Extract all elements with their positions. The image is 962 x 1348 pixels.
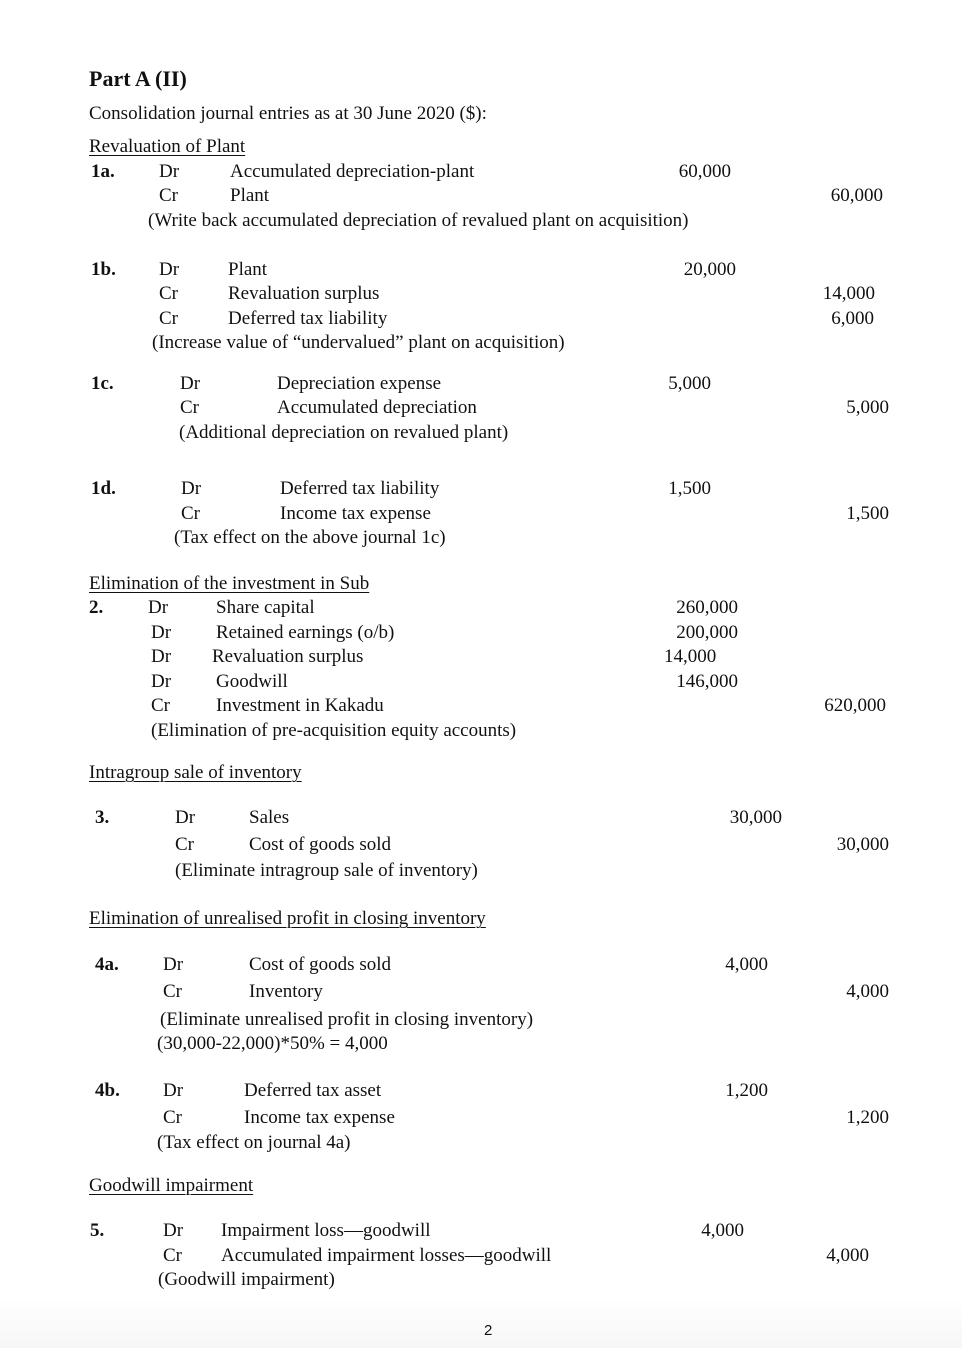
narration: (Elimination of pre-acquisition equity accounts) <box>151 720 517 741</box>
debit-amount: 200,000 <box>676 622 738 643</box>
cr-label: Cr <box>180 397 199 418</box>
entry-number: 1b. <box>91 259 116 280</box>
dr-label: Dr <box>151 646 172 667</box>
cr-label: Cr <box>163 1107 182 1128</box>
account-name: Impairment loss—goodwill <box>221 1220 431 1241</box>
credit-amount: 4,000 <box>846 981 889 1002</box>
cr-label: Cr <box>163 981 182 1002</box>
credit-amount: 14,000 <box>822 283 875 304</box>
entry-number: 5. <box>90 1220 105 1241</box>
account-name: Sales <box>249 807 290 828</box>
credit-amount: 5,000 <box>846 397 889 418</box>
account-name: Deferred tax liability <box>228 308 388 329</box>
page-footer-shade <box>0 1298 962 1348</box>
account-name: Investment in Kakadu <box>216 695 384 716</box>
account-name: Share capital <box>216 597 315 618</box>
narration: (Additional depreciation on revalued plant) <box>179 422 509 443</box>
section-heading-revaluation: Revaluation of Plant <box>89 136 246 157</box>
section-heading-intragroup-sale: Intragroup sale of inventory <box>89 762 302 783</box>
calculation: (30,000-22,000)*50% = 4,000 <box>157 1033 388 1054</box>
account-name: Accumulated depreciation-plant <box>230 161 475 182</box>
credit-amount: 60,000 <box>830 185 883 206</box>
debit-amount: 260,000 <box>676 597 738 618</box>
dr-label: Dr <box>175 807 196 828</box>
debit-amount: 14,000 <box>664 646 717 667</box>
account-name: Accumulated depreciation <box>277 397 477 418</box>
narration: (Tax effect on journal 4a) <box>157 1132 351 1153</box>
cr-label: Cr <box>159 185 178 206</box>
account-name: Accumulated impairment losses—goodwill <box>221 1245 552 1266</box>
entry-number: 4a. <box>95 954 119 975</box>
dr-label: Dr <box>163 1220 184 1241</box>
credit-amount: 1,200 <box>846 1107 889 1128</box>
cr-label: Cr <box>159 283 178 304</box>
account-name: Depreciation expense <box>277 373 442 394</box>
account-name: Revaluation surplus <box>228 283 380 304</box>
section-heading-goodwill-impairment: Goodwill impairment <box>89 1175 254 1196</box>
dr-label: Dr <box>180 373 201 394</box>
account-name: Deferred tax liability <box>280 478 440 499</box>
page-title: Part A (II) <box>89 66 187 91</box>
section-heading-unrealised-profit: Elimination of unrealised profit in closing inventory <box>89 908 486 929</box>
account-name: Goodwill <box>216 671 288 692</box>
dr-label: Dr <box>159 161 180 182</box>
debit-amount: 20,000 <box>683 259 736 280</box>
dr-label: Dr <box>163 954 184 975</box>
account-name: Cost of goods sold <box>249 954 391 975</box>
narration: (Eliminate unrealised profit in closing inventory) <box>160 1009 534 1030</box>
entry-number: 4b. <box>95 1080 120 1101</box>
credit-amount: 4,000 <box>826 1245 869 1266</box>
cr-label: Cr <box>181 503 200 524</box>
debit-amount: 1,200 <box>725 1080 768 1101</box>
narration: (Increase value of “undervalued” plant on acquisition) <box>152 332 565 353</box>
debit-amount: 1,500 <box>668 478 711 499</box>
dr-label: Dr <box>163 1080 184 1101</box>
account-name: Plant <box>230 185 270 206</box>
narration: (Tax effect on the above journal 1c) <box>174 527 446 548</box>
credit-amount: 6,000 <box>831 308 874 329</box>
entry-number: 1a. <box>91 161 115 182</box>
dr-label: Dr <box>148 597 169 618</box>
account-name: Revaluation surplus <box>212 646 364 667</box>
account-name: Cost of goods sold <box>249 834 391 855</box>
entry-number: 1d. <box>91 478 116 499</box>
debit-amount: 60,000 <box>678 161 731 182</box>
debit-amount: 4,000 <box>701 1220 744 1241</box>
account-name: Plant <box>228 259 268 280</box>
account-name: Income tax expense <box>244 1107 395 1128</box>
section-heading-elimination-investment: Elimination of the investment in Sub <box>89 573 370 594</box>
narration: (Goodwill impairment) <box>158 1269 335 1290</box>
entry-number: 1c. <box>91 373 114 394</box>
account-name: Inventory <box>249 981 323 1002</box>
cr-label: Cr <box>151 695 170 716</box>
account-name: Deferred tax asset <box>244 1080 382 1101</box>
cr-label: Cr <box>159 308 178 329</box>
narration: (Write back accumulated depreciation of revalued plant on acquisition) <box>148 210 689 231</box>
narration: (Eliminate intragroup sale of inventory) <box>175 860 478 881</box>
dr-label: Dr <box>151 671 172 692</box>
dr-label: Dr <box>159 259 180 280</box>
page-number: 2 <box>484 1322 493 1339</box>
debit-amount: 5,000 <box>668 373 711 394</box>
account-name: Income tax expense <box>280 503 431 524</box>
credit-amount: 620,000 <box>824 695 886 716</box>
entry-number: 3. <box>95 807 110 828</box>
intro-text: Consolidation journal entries as at 30 June 2020 ($): <box>89 103 487 124</box>
debit-amount: 146,000 <box>676 671 738 692</box>
dr-label: Dr <box>151 622 172 643</box>
entry-number: 2. <box>89 597 104 618</box>
cr-label: Cr <box>163 1245 182 1266</box>
account-name: Retained earnings (o/b) <box>216 622 395 643</box>
credit-amount: 30,000 <box>836 834 889 855</box>
debit-amount: 4,000 <box>725 954 768 975</box>
cr-label: Cr <box>175 834 194 855</box>
debit-amount: 30,000 <box>729 807 782 828</box>
credit-amount: 1,500 <box>846 503 889 524</box>
dr-label: Dr <box>181 478 202 499</box>
